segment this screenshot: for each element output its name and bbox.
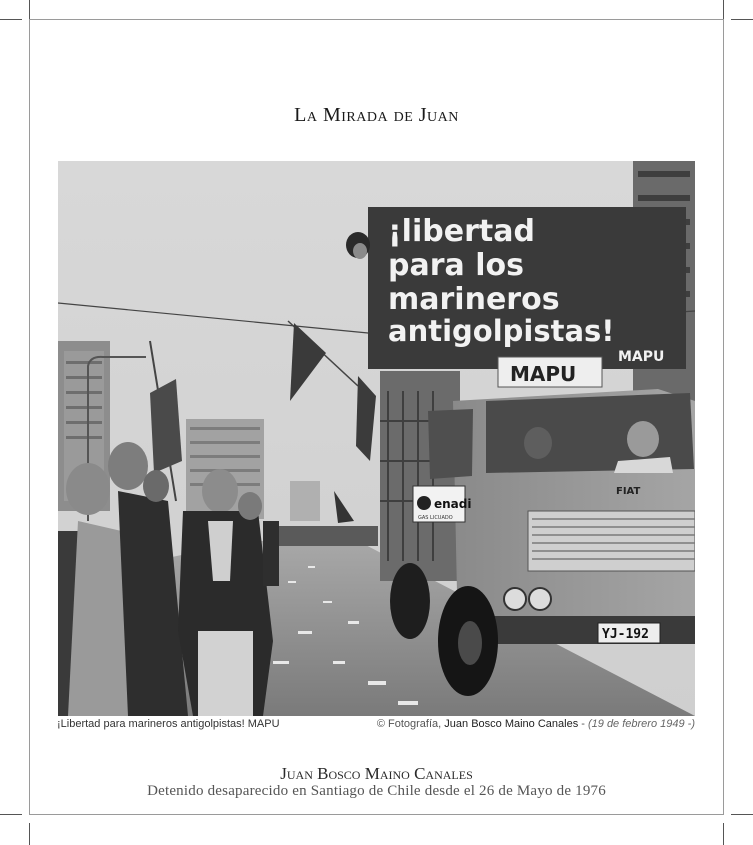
photographer-name: Juan Bosco Maino Canales — [444, 718, 579, 730]
sign-line: marineros — [388, 282, 560, 317]
photograph — [58, 161, 695, 716]
truck-brand: FIAT — [616, 486, 641, 497]
crop-mark — [0, 19, 22, 20]
crop-mark — [731, 814, 753, 815]
crop-mark — [0, 814, 22, 815]
sign-party: MAPU — [618, 349, 665, 365]
sign-line: ¡libertad — [388, 214, 535, 249]
truck-logo-sub: GAS LICUADO — [418, 515, 453, 521]
small-sign: MAPU — [510, 362, 577, 386]
crop-mark — [29, 823, 30, 845]
credit-prefix: © Fotografía, — [376, 718, 445, 730]
photographer-dates: (19 de febrero 1949 -) — [587, 718, 695, 730]
sign-line: antigolpistas! — [388, 314, 615, 348]
truck-logo: enadi — [434, 497, 472, 511]
crop-mark — [731, 19, 753, 20]
person-note: Detenido desaparecido en Santiago de Chile desde el 26 de Mayo de 1976 — [147, 783, 606, 799]
photo-caption: ¡Libertad para marineros antigolpistas! MAPU — [57, 718, 280, 730]
crop-mark — [723, 823, 724, 845]
person-name: Juan Bosco Maino Canales — [280, 764, 473, 783]
license-plate: YJ-192 — [602, 627, 649, 642]
credit-separator: - — [578, 718, 588, 730]
page-title: La Mirada de Juan — [294, 104, 459, 126]
sign-line: para los — [388, 248, 524, 283]
photo-credit — [377, 718, 695, 730]
